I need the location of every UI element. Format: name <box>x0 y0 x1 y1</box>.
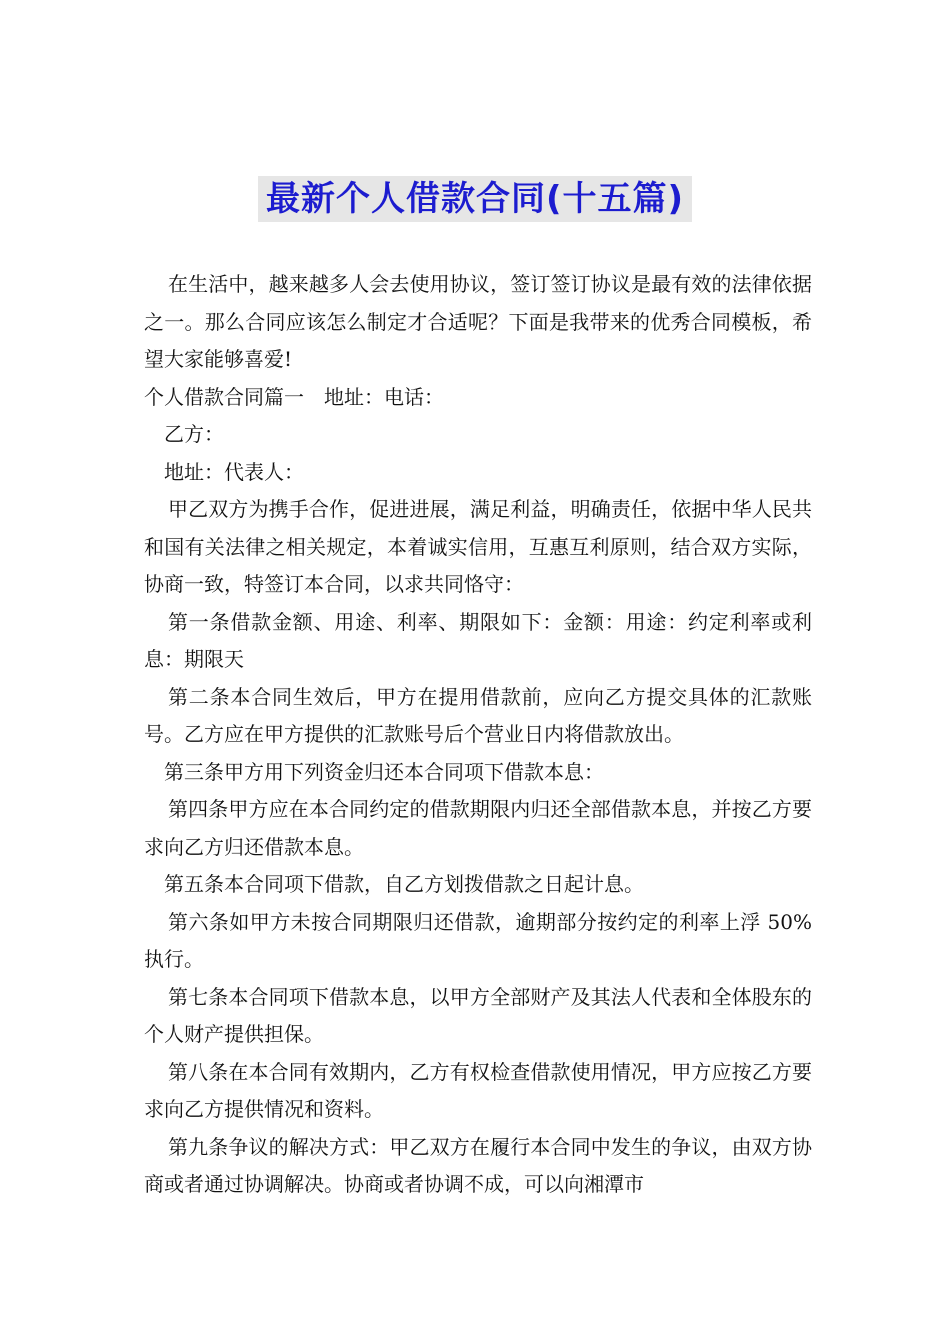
title-container <box>0 176 950 222</box>
paragraph: 第七条本合同项下借款本息，以甲方全部财产及其法人代表和全体股东的个人财产提供担保。 <box>144 984 812 1046</box>
paragraph: 第二条本合同生效后，甲方在提用借款前，应向乙方提交具体的汇款账号。乙方应在甲方提供的汇款账号后个营业日内将借款放出。 <box>144 684 812 746</box>
paragraph: 地址：代表人： <box>164 459 304 484</box>
paragraph: 个人借款合同篇一 地址：电话： <box>144 384 444 409</box>
paragraph: 第九条争议的解决方式：甲乙双方在履行本合同中发生的争议，由双方协商或者通过协调解决。协商或者协调不成，可以向湘潭市 <box>144 1134 812 1196</box>
document-body <box>144 266 812 1204</box>
paragraph: 乙方： <box>164 422 224 446</box>
document-title: 最新个人借款合同(十五篇) <box>258 176 692 222</box>
paragraph: 甲乙双方为携手合作，促进进展，满足利益，明确责任，依据中华人民共和国有关法律之相关规定，本着诚实信用，互惠互利原则，结合双方实际，协商一致，特签订本合同，以求共同恪守： <box>144 497 812 596</box>
paragraph: 第五条本合同项下借款，自乙方划拨借款之日起计息。 <box>164 872 644 896</box>
paragraph: 第四条甲方应在本合同约定的借款期限内归还全部借款本息，并按乙方要求向乙方归还借款本息。 <box>144 797 812 859</box>
paragraph: 第一条借款金额、用途、利率、期限如下：金额：用途：约定利率或利息：期限天 <box>144 609 812 671</box>
paragraph: 第八条在本合同有效期内，乙方有权检查借款使用情况，甲方应按乙方要求向乙方提供情况和资料。 <box>144 1059 812 1121</box>
paragraph: 第三条甲方用下列资金归还本合同项下借款本息： <box>164 759 604 784</box>
paragraph: 在生活中，越来越多人会去使用协议，签订签订协议是最有效的法律依据之一。那么合同应该怎么制定才合适呢？下面是我带来的优秀合同模板，希望大家能够喜爱! <box>144 272 812 371</box>
paragraph: 第六条如甲方未按合同期限归还借款，逾期部分按约定的利率上浮 50%执行。 <box>144 909 812 971</box>
